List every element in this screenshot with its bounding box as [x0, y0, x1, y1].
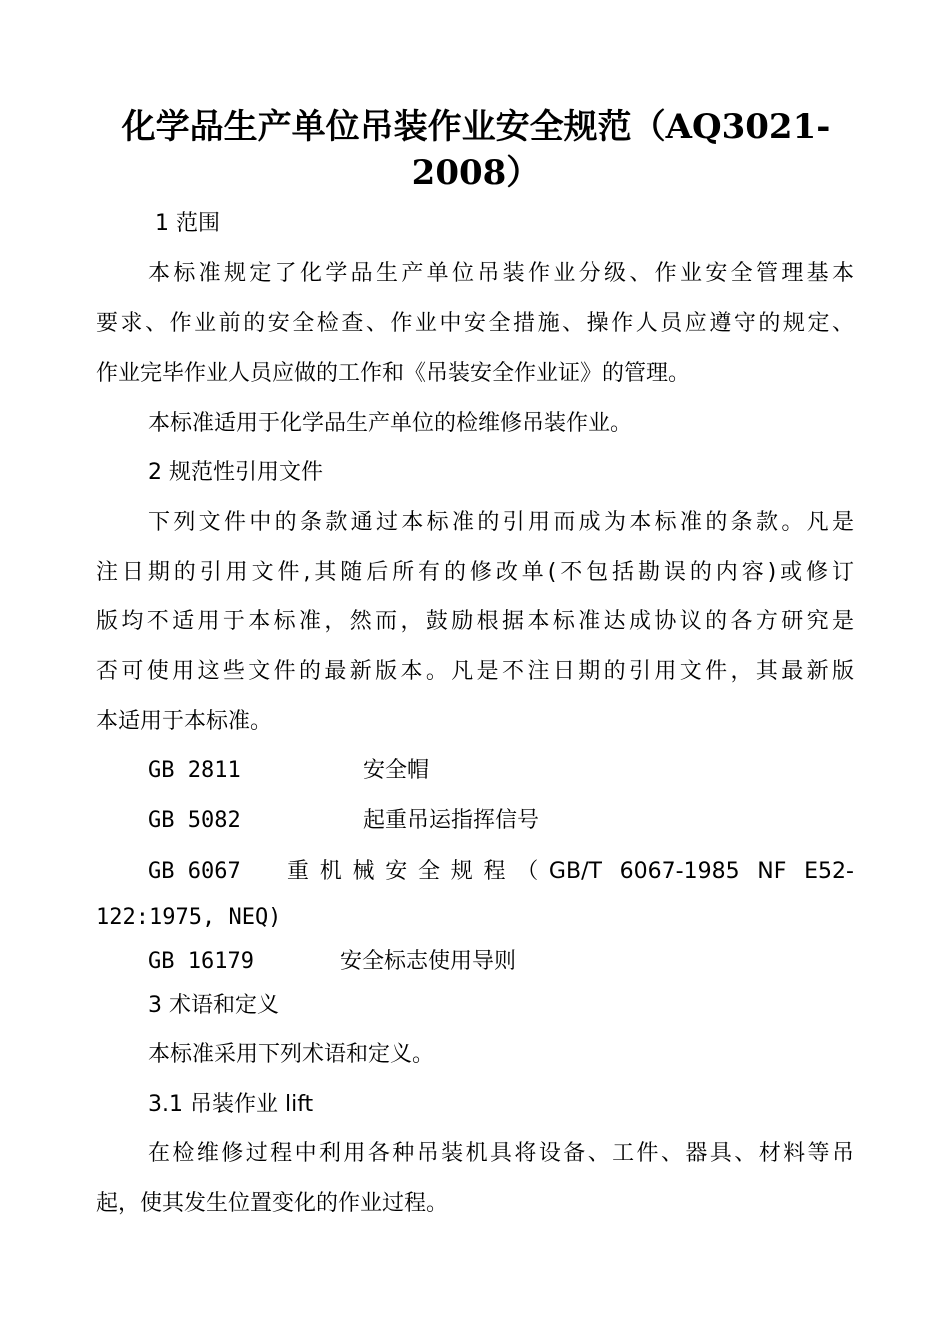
reference-name-continuation: 122:1975, NEQ) [96, 905, 282, 930]
section-1-paragraph-line: 作业完毕作业人员应做的工作和《吊装安全作业证》的管理。 [96, 361, 691, 386]
section-3-heading: 3 术语和定义 [148, 993, 279, 1018]
reference-name: 重机械安全规程（GB/T 6067-1985 NF E52- [287, 859, 854, 884]
term-definition-line: 起，使其发生位置变化的作业过程。 [96, 1191, 449, 1216]
section-2-paragraph-line: 本适用于本标准。 [96, 709, 273, 734]
reference-name: 安全标志使用导则 [340, 949, 517, 974]
reference-code: GB 6067 [148, 859, 241, 884]
reference-code: GB 2811 [148, 758, 241, 783]
section-2-heading: 2 规范性引用文件 [148, 460, 323, 485]
document-title-line-1: 化学品生产单位吊装作业安全规范（AQ3021- [121, 107, 831, 147]
section-1-paragraph-line: 要求、作业前的安全检查、作业中安全措施、操作人员应遵守的规定、 [96, 311, 854, 336]
section-1-heading: 1 范围 [155, 211, 220, 236]
reference-code: GB 16179 [148, 949, 254, 974]
section-1-scope-paragraph: 本标准适用于化学品生产单位的检维修吊装作业。 [148, 411, 633, 436]
term-definition-line: 在检维修过程中利用各种吊装机具将设备、工件、器具、材料等吊 [148, 1141, 854, 1166]
document-title-line-2: 2008） [411, 153, 541, 193]
section-3-intro: 本标准采用下列术语和定义。 [148, 1042, 435, 1067]
section-1-paragraph-line: 本标准规定了化学品生产单位吊装作业分级、作业安全管理基本 [148, 261, 854, 286]
section-2-paragraph-line: 版均不适用于本标准，然而，鼓励根据本标准达成协议的各方研究是 [96, 609, 854, 634]
reference-code: GB 5082 [148, 808, 241, 833]
reference-name: 安全帽 [363, 758, 430, 783]
term-heading: 3.1 吊装作业 lift [148, 1092, 314, 1117]
section-2-paragraph-line: 注日期的引用文件,其随后所有的修改单(不包括勘误的内容)或修订 [96, 560, 854, 585]
section-2-paragraph-line: 否可使用这些文件的最新版本。凡是不注日期的引用文件，其最新版 [96, 659, 854, 684]
reference-name: 起重吊运指挥信号 [363, 808, 540, 833]
section-2-paragraph-line: 下列文件中的条款通过本标准的引用而成为本标准的条款。凡是 [148, 510, 854, 535]
